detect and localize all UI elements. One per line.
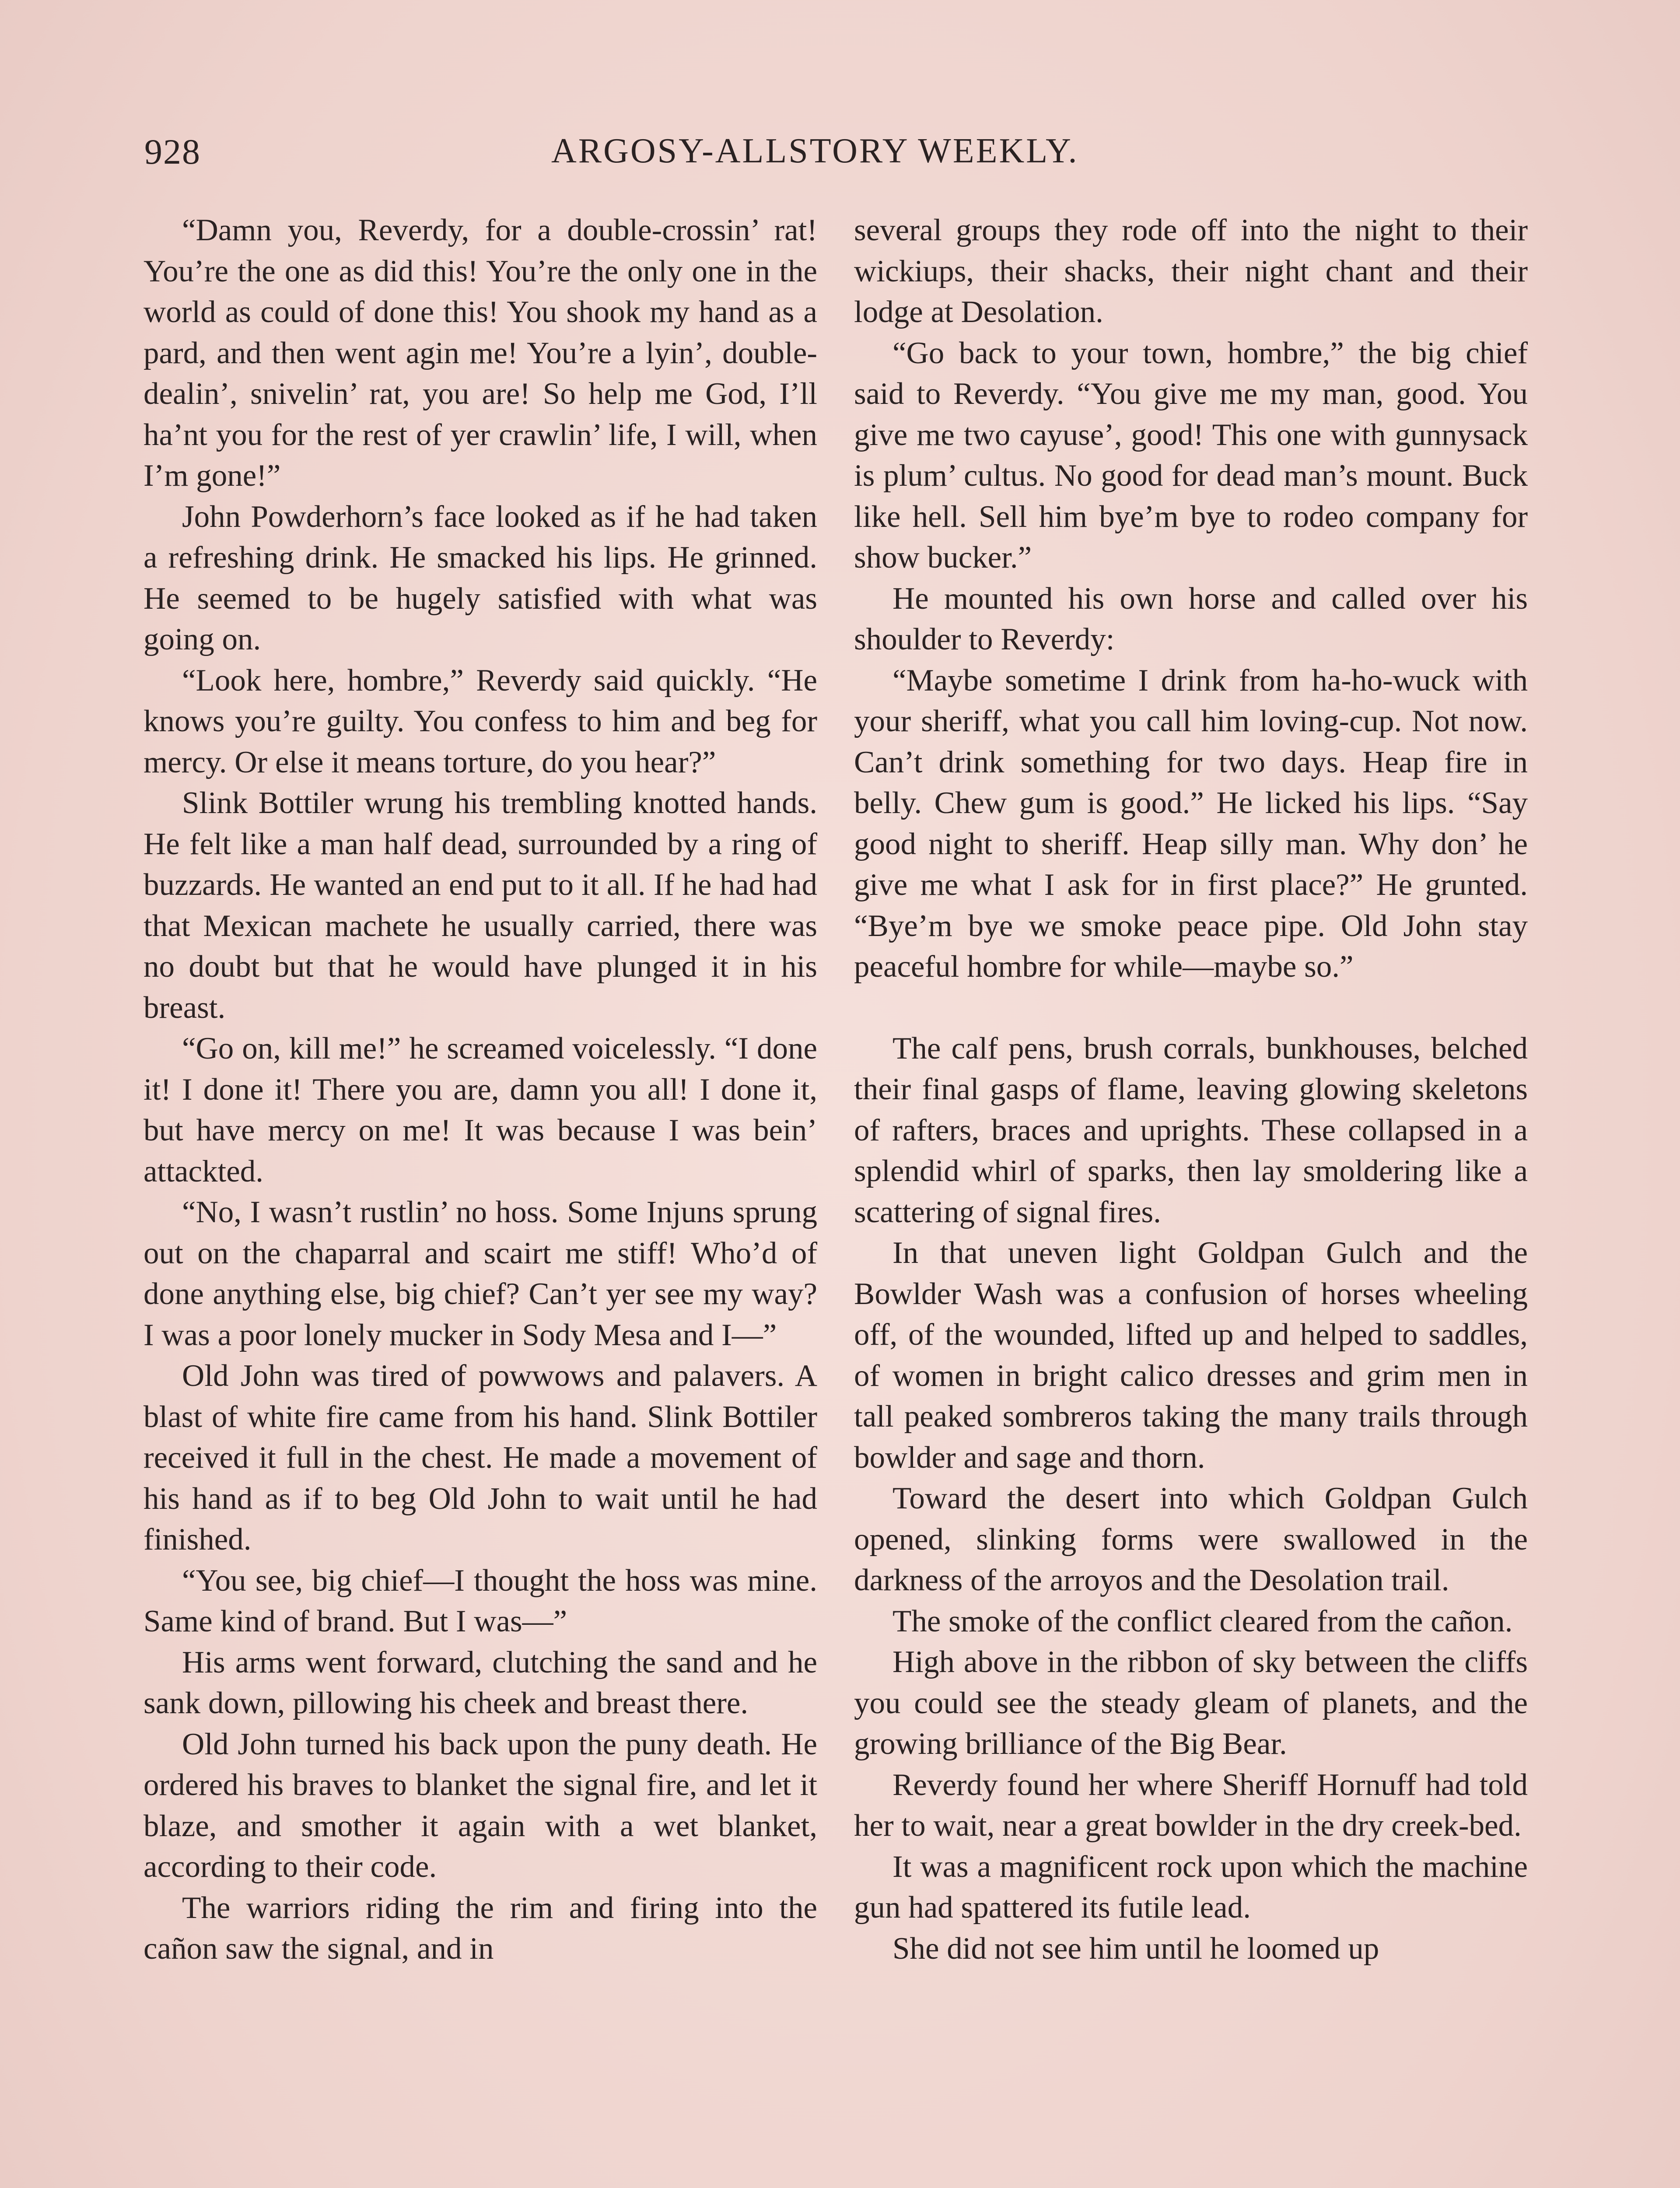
paragraph: He mounted his own horse and called over his shoulder to Reverdy:: [854, 581, 1528, 656]
paragraph: Toward the desert into which Goldpan Gulch opened, slinking forms were swallowed in the darkness of the arroyos and the Desolation trail.: [854, 1481, 1528, 1597]
paragraph: The calf pens, brush corrals, bunkhouses, belched their final gasps of flame, leaving glowing skeletons of rafters, braces and uprights. These collapsed in a splendid whirl of sparks, then lay smoldering like a scattering of signal fires.: [854, 1031, 1528, 1229]
paragraph: “No, I wasn’t rustlin’ no hoss. Some Injuns sprung out on the chaparral and scairt me stiff! Who’d of done anything else, big chief? Can’t yer see my way? I was a poor lonely mucker in Sody Mesa and I—”: [144, 1195, 817, 1352]
paragraph: The warriors riding the rim and firing into the cañon saw the signal, and in: [144, 1890, 817, 1966]
paragraph: “Maybe sometime I drink from ha-ho-wuck with your sheriff, what you call him loving-cup. Not now. Can’t drink something for two days. Heap fire in belly. Chew gum is good.” He licked his lips. “Say good night to sheriff. Heap silly man. Why don’ he give me what I ask for in first place?” He grunted. “Bye’m bye we smoke peace pipe. Old John stay peaceful hombre for while—maybe so.”: [854, 663, 1528, 984]
paragraph: In that uneven light Goldpan Gulch and the Bowlder Wash was a confusion of horses wheeling off, of the wounded, lifted up and helped to saddles, of women in bright calico dresses and grim men in tall peaked sombreros taking the many trails through bowlder and sage and thorn.: [854, 1236, 1528, 1475]
paragraph: His arms went forward, clutching the sand and he sank down, pillowing his cheek and breast there.: [144, 1645, 817, 1720]
right-column: [854, 210, 1528, 1969]
paragraph: She did not see him until he loomed up: [892, 1931, 1379, 1966]
paragraph: “Look here, hombre,” Reverdy said quickly. “He knows you’re guilty. You confess to him and beg for mercy. Or else it means torture, do you hear?”: [144, 663, 817, 779]
paragraph: Old John turned his back upon the puny death. He ordered his braves to blanket the signal fire, and let it blaze, and smother it again with a wet blanket, according to their code.: [144, 1727, 817, 1884]
running-head: ARGOSY-ALLSTORY WEEKLY.: [551, 132, 1079, 170]
paragraph: “You see, big chief—I thought the hoss was mine. Same kind of brand. But I was—”: [144, 1563, 817, 1638]
paragraph: “Damn you, Reverdy, for a double-crossin’ rat! You’re the one as did this! You’re the only one in the world as could of done this! You shook my hand as a pard, and then went agin me! You’re a lyin’, double-dealin’, snivelin’ rat, you are! So help me God, I’ll ha’nt you for the rest of yer crawlin’ life, I will, when I’m gone!”: [144, 213, 817, 493]
paragraph: It was a magnificent rock upon which the machine gun had spattered its futile lead.: [854, 1849, 1528, 1925]
paragraph: John Powderhorn’s face looked as if he had taken a refreshing drink. He smacked his lips. He grinned. He seemed to be hugely satisfied with what was going on.: [144, 499, 817, 656]
paragraph: High above in the ribbon of sky between the cliffs you could see the steady gleam of planets, and the growing brilliance of the Big Bear.: [854, 1645, 1528, 1761]
page-header: [144, 131, 1536, 184]
page-number: 928: [144, 132, 201, 172]
paragraph: “Go back to your town, hombre,” the big chief said to Reverdy. “You give me my man, good. You give me two cayuse’, good! This one with gunnysack is plum’ cultus. No good for dead man’s mount. Buck like hell. Sell him bye’m bye to rodeo company for show bucker.”: [854, 336, 1528, 575]
paragraph: several groups they rode off into the night to their wickiups, their shacks, their night chant and their lodge at Desolation.: [854, 213, 1528, 329]
paragraph: Slink Bottiler wrung his trembling knotted hands. He felt like a man half dead, surrounded by a ring of buzzards. He wanted an end put to it all. If he had had that Mexican machete he usually carried, there was no doubt but that he would have plunged it in his breast.: [144, 786, 817, 1025]
paragraph: The smoke of the conflict cleared from the cañon.: [892, 1604, 1513, 1638]
paragraph: “Go on, kill me!” he screamed voicelessly. “I done it! I done it! There you are, damn you all! I done it, but have mercy on me! It was because I was bein’ attackted.: [144, 1031, 817, 1189]
paragraph: Reverdy found her where Sheriff Hornuff had told her to wait, near a great bowlder in the dry creek-bed.: [854, 1767, 1528, 1843]
left-column: [144, 210, 817, 1970]
paragraph: Old John was tired of powwows and palavers. A blast of white fire came from his hand. Slink Bottiler received it full in the chest. He made a movement of his hand as if to beg Old John to wait until he had finished.: [144, 1359, 817, 1557]
